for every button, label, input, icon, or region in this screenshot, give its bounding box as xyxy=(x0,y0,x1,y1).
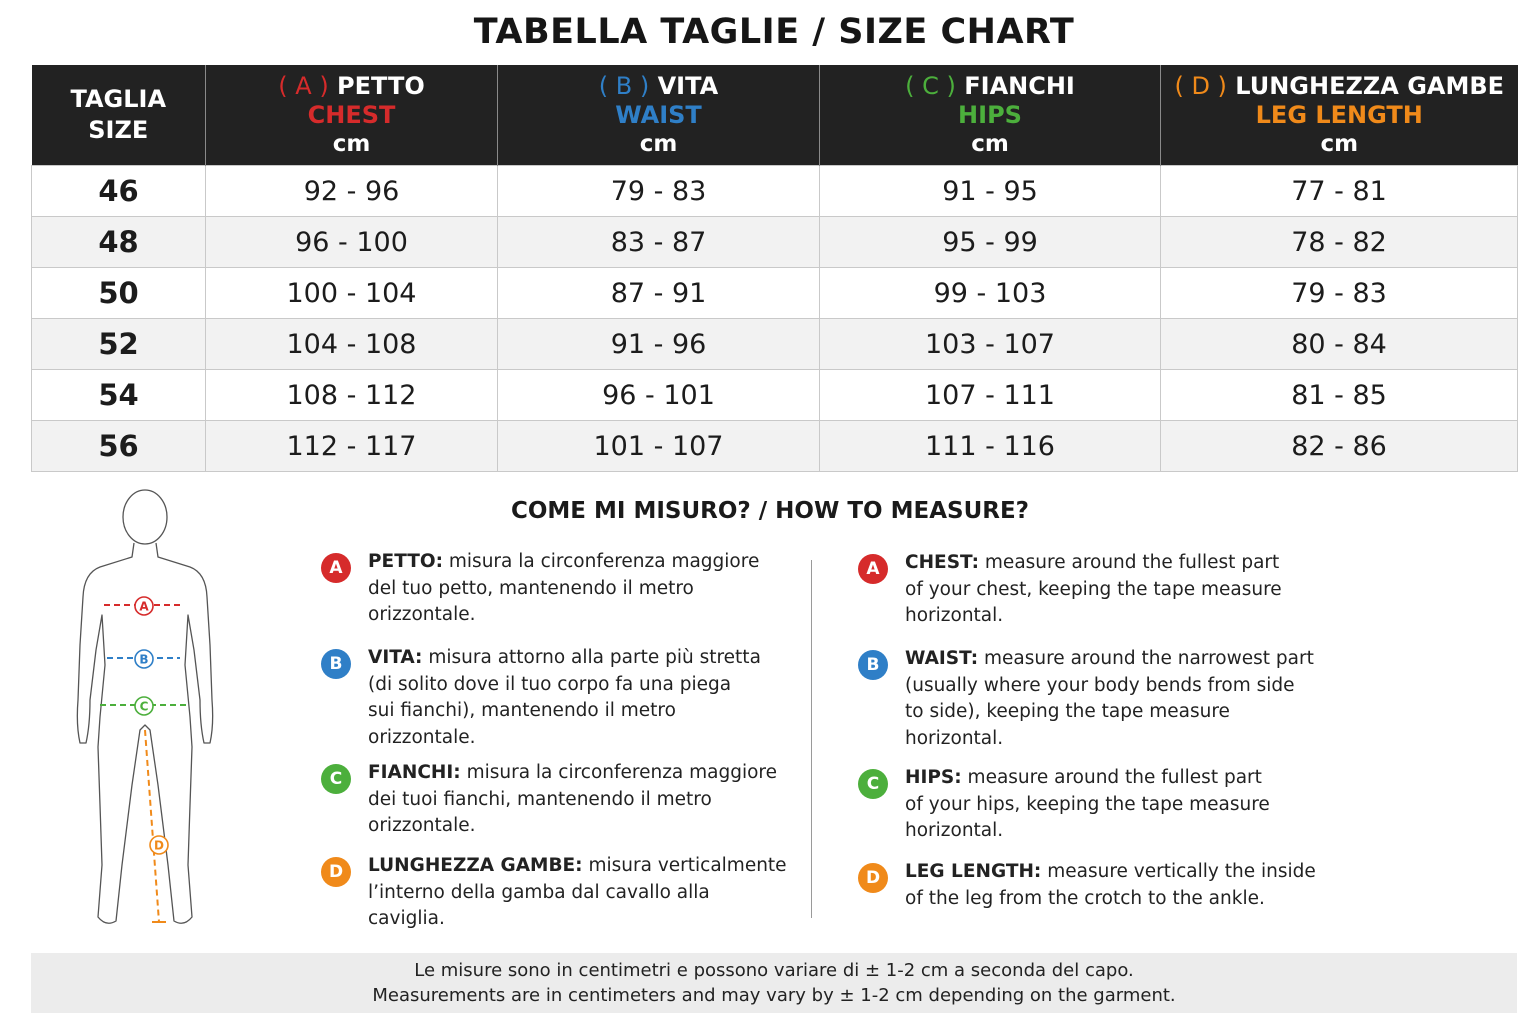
hips-header-it: ( C ) FIANCHI xyxy=(905,71,1075,100)
chest-header-it: ( A ) PETTO xyxy=(278,71,425,100)
hips-header-unit: cm xyxy=(971,130,1009,157)
waist-letter: ( B ) xyxy=(598,71,650,100)
chest-cell: 108 - 112 xyxy=(206,370,498,421)
hips-column-header xyxy=(820,65,1161,166)
marker-c: C xyxy=(139,699,149,714)
waist-cell: 96 - 101 xyxy=(498,370,820,421)
hips-letter: ( C ) xyxy=(905,71,956,100)
hips-cell: 107 - 111 xyxy=(820,370,1161,421)
footer-note-en: Measurements are in centimeters and may vary by ± 1-2 cm depending on the garment. xyxy=(372,984,1176,1006)
body-outline-illustration xyxy=(60,485,260,940)
table-row xyxy=(32,319,1518,370)
instruction-text: HIPS: measure around the fullest part of your hips, keeping the tape measure horizontal. xyxy=(905,767,1270,841)
chest-cell: 96 - 100 xyxy=(206,217,498,268)
leg-cell: 80 - 84 xyxy=(1161,319,1518,370)
badge-b-icon: B xyxy=(321,649,351,679)
instruction-text: CHEST: measure around the fullest part of your chest, keeping the tape measure horizontal. xyxy=(905,552,1282,626)
hips-cell: 91 - 95 xyxy=(820,166,1161,217)
waist-cell: 101 - 107 xyxy=(498,421,820,472)
badge-c-icon: C xyxy=(321,764,351,794)
waist-cell: 83 - 87 xyxy=(498,217,820,268)
leg-header-en: LEG LENGTH xyxy=(1255,100,1423,129)
size-header-en: SIZE xyxy=(88,116,149,144)
column-divider xyxy=(811,560,812,918)
badge-a-icon: A xyxy=(858,554,888,584)
table-row xyxy=(32,217,1518,268)
chest-cell: 92 - 96 xyxy=(206,166,498,217)
instruction-text: WAIST: measure around the narrowest part (usually where your body bends from side to side), keeping the tape measure horizontal. xyxy=(905,648,1314,749)
leg-cell: 78 - 82 xyxy=(1161,217,1518,268)
table-row xyxy=(32,166,1518,217)
badge-c-icon: C xyxy=(858,769,888,799)
size-column-header xyxy=(32,65,206,166)
size-table xyxy=(31,65,1518,472)
waist-cell: 87 - 91 xyxy=(498,268,820,319)
badge-d-icon: D xyxy=(321,857,351,887)
leg-column-header xyxy=(1161,65,1518,166)
chest-header-en: CHEST xyxy=(307,100,396,129)
leg-cell: 77 - 81 xyxy=(1161,166,1518,217)
waist-cell: 91 - 96 xyxy=(498,319,820,370)
chest-cell: 100 - 104 xyxy=(206,268,498,319)
chest-letter: ( A ) xyxy=(278,71,329,100)
size-cell: 50 xyxy=(32,268,206,319)
instruction-text: FIANCHI: misura la circonferenza maggiore dei tuoi fianchi, mantenendo il metro orizzontale. xyxy=(368,762,778,836)
waist-header-it: ( B ) VITA xyxy=(598,71,719,100)
hips-cell: 99 - 103 xyxy=(820,268,1161,319)
badge-b-icon: B xyxy=(858,650,888,680)
hips-cell: 95 - 99 xyxy=(820,217,1161,268)
chest-cell: 104 - 108 xyxy=(206,319,498,370)
body-measure-figure xyxy=(60,485,260,940)
leg-header-unit: cm xyxy=(1320,130,1359,157)
badge-a-icon: A xyxy=(321,553,351,583)
leg-cell: 79 - 83 xyxy=(1161,268,1518,319)
marker-a: A xyxy=(139,599,149,614)
chest-column-header xyxy=(206,65,498,166)
size-cell: 52 xyxy=(32,319,206,370)
chest-header-unit: cm xyxy=(332,130,371,157)
marker-b: B xyxy=(139,652,149,667)
size-header-it: TAGLIA xyxy=(70,85,167,113)
badge-d-icon: D xyxy=(858,863,888,893)
size-cell: 54 xyxy=(32,370,206,421)
instruction-text: PETTO: misura la circonferenza maggiore del tuo petto, mantenendo il metro orizzontale. xyxy=(368,551,760,625)
marker-d: D xyxy=(154,838,164,853)
size-cell: 56 xyxy=(32,421,206,472)
instruction-text: LUNGHEZZA GAMBE: misura verticalmente l’interno della gamba dal cavallo alla caviglia. xyxy=(368,855,787,929)
how-to-measure-title: COME MI MISURO? / HOW TO MEASURE? xyxy=(510,498,1030,524)
waist-cell: 79 - 83 xyxy=(498,166,820,217)
instruction-text: VITA: misura attorno alla parte più stretta (di solito dove il tuo corpo fa una piega sui fianchi), mantenendo il metro orizzontale. xyxy=(368,647,761,748)
waist-column-header xyxy=(498,65,820,166)
chest-cell: 112 - 117 xyxy=(206,421,498,472)
page-title: TABELLA TAGLIE / SIZE CHART xyxy=(473,12,1075,52)
table-row xyxy=(32,268,1518,319)
leg-letter: ( D ) xyxy=(1174,71,1227,100)
waist-header-unit: cm xyxy=(639,130,678,157)
table-row xyxy=(32,421,1518,472)
footer-note-it: Le misure sono in centimetri e possono variare di ± 1-2 cm a seconda del capo. xyxy=(414,960,1134,981)
footer-note xyxy=(31,953,1517,1013)
hips-header-en: HIPS xyxy=(958,100,1022,129)
hips-cell: 103 - 107 xyxy=(820,319,1161,370)
size-cell: 46 xyxy=(32,166,206,217)
size-cell: 48 xyxy=(32,217,206,268)
leg-cell: 82 - 86 xyxy=(1161,421,1518,472)
hips-cell: 111 - 116 xyxy=(820,421,1161,472)
instruction-text: LEG LENGTH: measure vertically the inside of the leg from the crotch to the ankle. xyxy=(905,861,1316,909)
waist-header-en: WAIST xyxy=(615,100,702,129)
table-row xyxy=(32,370,1518,421)
leg-cell: 81 - 85 xyxy=(1161,370,1518,421)
table-header-row xyxy=(32,65,1518,166)
leg-header-it: ( D ) LUNGHEZZA GAMBE xyxy=(1174,71,1505,100)
